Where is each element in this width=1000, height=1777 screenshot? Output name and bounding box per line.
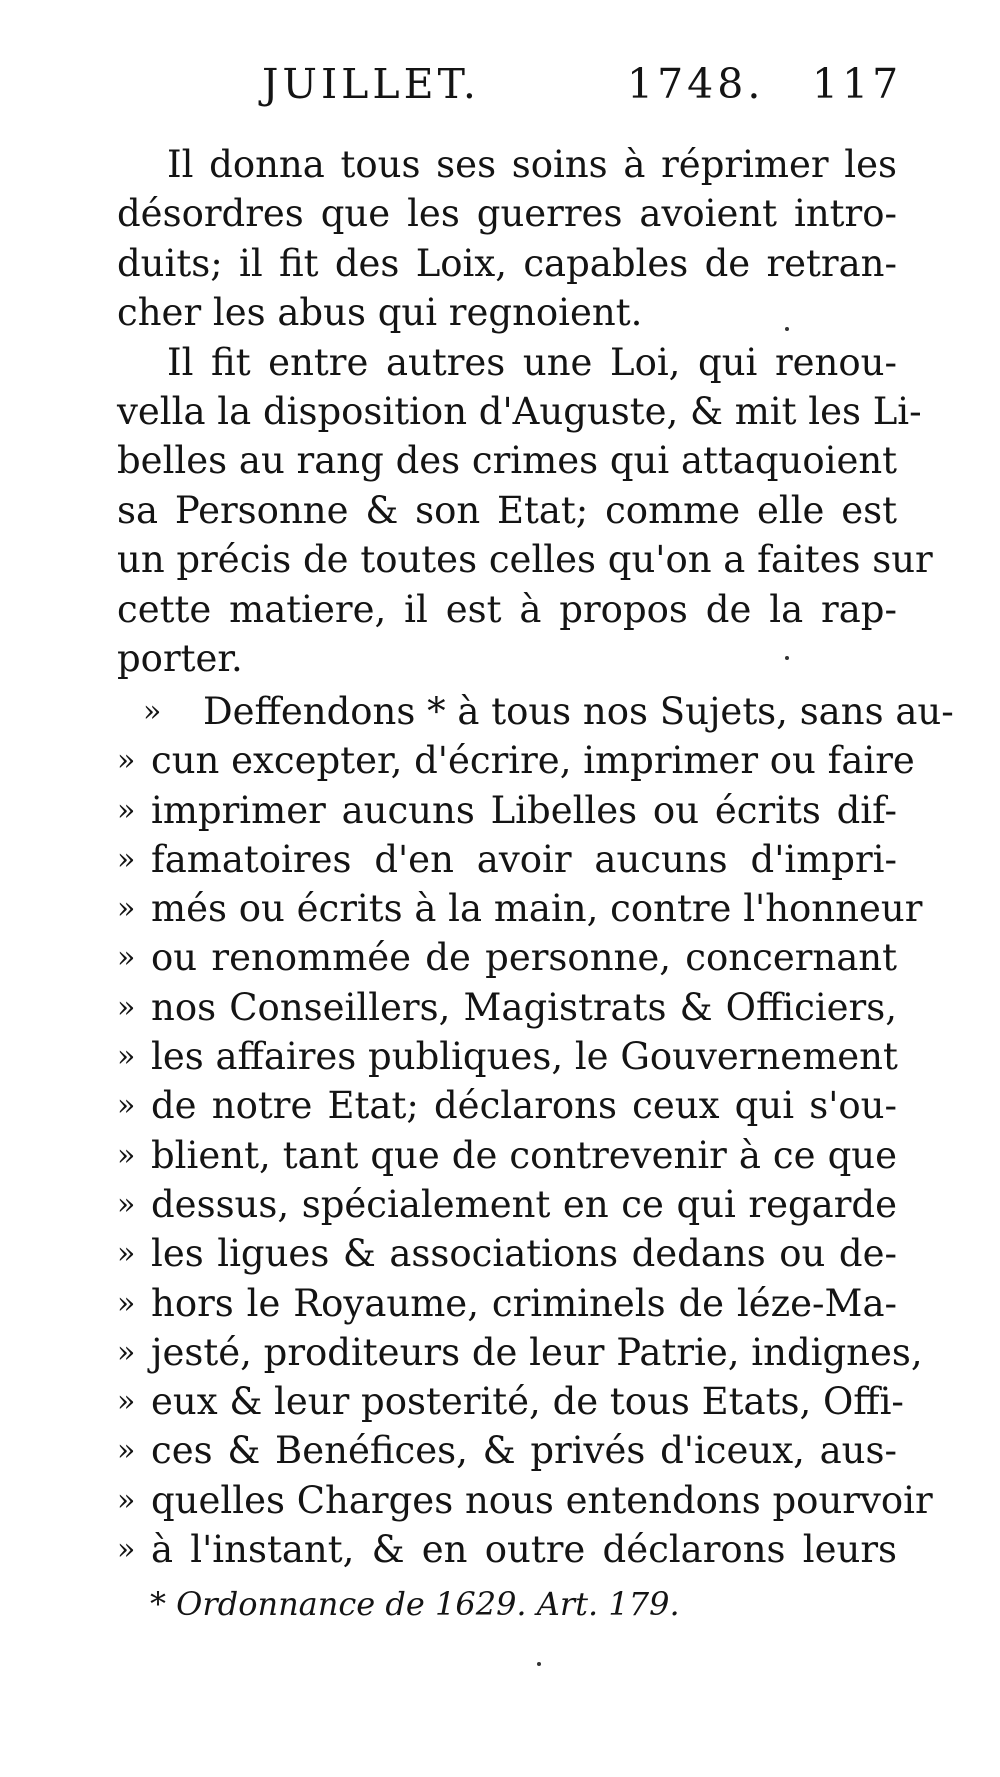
quote-marker: » [117, 743, 136, 779]
text-line: cette matiere, il est à propos de la rap- [117, 587, 897, 631]
quote-marker: » [117, 841, 136, 877]
quote-line-text: quelles Charges nous entendons pourvoir [151, 1478, 933, 1522]
body-text [117, 140, 933, 683]
ink-speck [785, 656, 789, 660]
quote-line-text: imprimer aucuns Libelles ou écrits dif- [151, 788, 897, 832]
text-line: un précis de toutes celles qu'on a faites sur [117, 538, 933, 582]
quote-marker: » [117, 891, 136, 927]
quote-line [117, 1377, 904, 1426]
quote-line [117, 736, 915, 785]
quote-marker: » [117, 1384, 136, 1420]
quote-line [117, 1426, 897, 1475]
quote-line-text: jesté, proditeurs de leur Patrie, indignes, [151, 1330, 923, 1374]
quote-line-text: dessus, spécialement en ce qui regarde [151, 1182, 897, 1226]
quote-line [117, 884, 923, 933]
quote-marker: » [117, 1334, 136, 1370]
quote-line [117, 933, 897, 982]
text-line: belles au rang des crimes qui attaquoient [117, 439, 898, 483]
header-year: 1748. [627, 60, 765, 108]
quote-marker: » [117, 940, 136, 976]
ink-speck [785, 327, 789, 331]
quote-marker: » [117, 792, 136, 828]
text-line: Il fit entre autres une Loi, qui renou- [167, 340, 897, 384]
quote-marker: » [117, 1482, 136, 1518]
quote-line-text: nos Conseillers, Magistrats & Officiers, [151, 985, 897, 1029]
text-line: Il donna tous ses soins à réprimer les [167, 143, 897, 186]
quote-line [117, 983, 897, 1032]
text-line: cher les abus qui regnoient. [117, 291, 643, 335]
quote-marker: » [117, 1285, 136, 1321]
footnote: * Ordonnance de 1629. Art. 179. [150, 1585, 680, 1623]
quoted-ordinance [117, 687, 954, 1574]
quote-line-text: les ligues & associations dedans ou de- [151, 1232, 897, 1276]
quote-marker: » [117, 1039, 136, 1075]
quote-line-text: més ou écrits à la main, contre l'honneur [151, 887, 923, 931]
running-header [262, 60, 902, 116]
quote-line-text: de notre Etat; déclarons ceux qui s'ou- [151, 1084, 897, 1128]
quote-marker: » [117, 1088, 136, 1124]
quote-line-text: cun excepter, d'écrire, imprimer ou faire [151, 739, 915, 783]
paragraph-1 [117, 140, 897, 338]
quote-line [117, 1279, 897, 1328]
text-line: porter. [117, 637, 243, 681]
quote-line [117, 1229, 897, 1278]
text-line: duits; il fit des Loix, capables de retran- [117, 241, 897, 285]
quote-line [117, 1032, 897, 1081]
quote-line [117, 1180, 897, 1229]
quote-line [117, 786, 897, 835]
quote-line-text: à l'instant, & en outre déclarons leurs [151, 1528, 897, 1572]
quote-line [117, 1328, 923, 1377]
quote-line-text: les affaires publiques, le Gouvernement [151, 1035, 898, 1079]
quote-marker: » [117, 1236, 136, 1272]
page-number: 117 [812, 60, 903, 108]
quote-line-text: hors le Royaume, criminels de léze-Ma- [151, 1281, 897, 1325]
header-month: JUILLET. [262, 60, 480, 108]
quote-line-text: ou renommée de personne, concernant [151, 936, 897, 980]
ink-speck [537, 1662, 541, 1666]
text-line: sa Personne & son Etat; comme elle est [117, 488, 897, 532]
quote-line-text: Deffendons * à tous nos Sujets, sans au- [203, 690, 954, 733]
quote-line [117, 1081, 897, 1130]
quote-line [117, 1476, 933, 1525]
quote-marker: » [143, 694, 162, 729]
paragraph-2 [117, 338, 933, 684]
text-line: désordres que les guerres avoient intro- [117, 192, 897, 236]
quote-line [117, 1525, 897, 1574]
quote-marker: » [117, 1137, 136, 1173]
quote-line [117, 835, 897, 884]
quote-line-text: blient, tant que de contrevenir à ce que [151, 1133, 897, 1177]
text-line: vella la disposition d'Auguste, & mit les Li- [117, 390, 922, 434]
quote-marker: » [117, 989, 136, 1025]
quote-line [117, 1131, 897, 1180]
quote-marker: » [117, 1433, 136, 1469]
quote-line [117, 687, 954, 736]
quote-marker: » [117, 1186, 136, 1222]
quote-line-text: ces & Benéfices, & privés d'iceux, aus- [151, 1429, 897, 1473]
quote-marker: » [117, 1532, 136, 1568]
quote-line-text: famatoires d'en avoir aucuns d'impri- [151, 837, 897, 881]
quote-line-text: eux & leur posterité, de tous Etats, Offi- [151, 1380, 904, 1424]
